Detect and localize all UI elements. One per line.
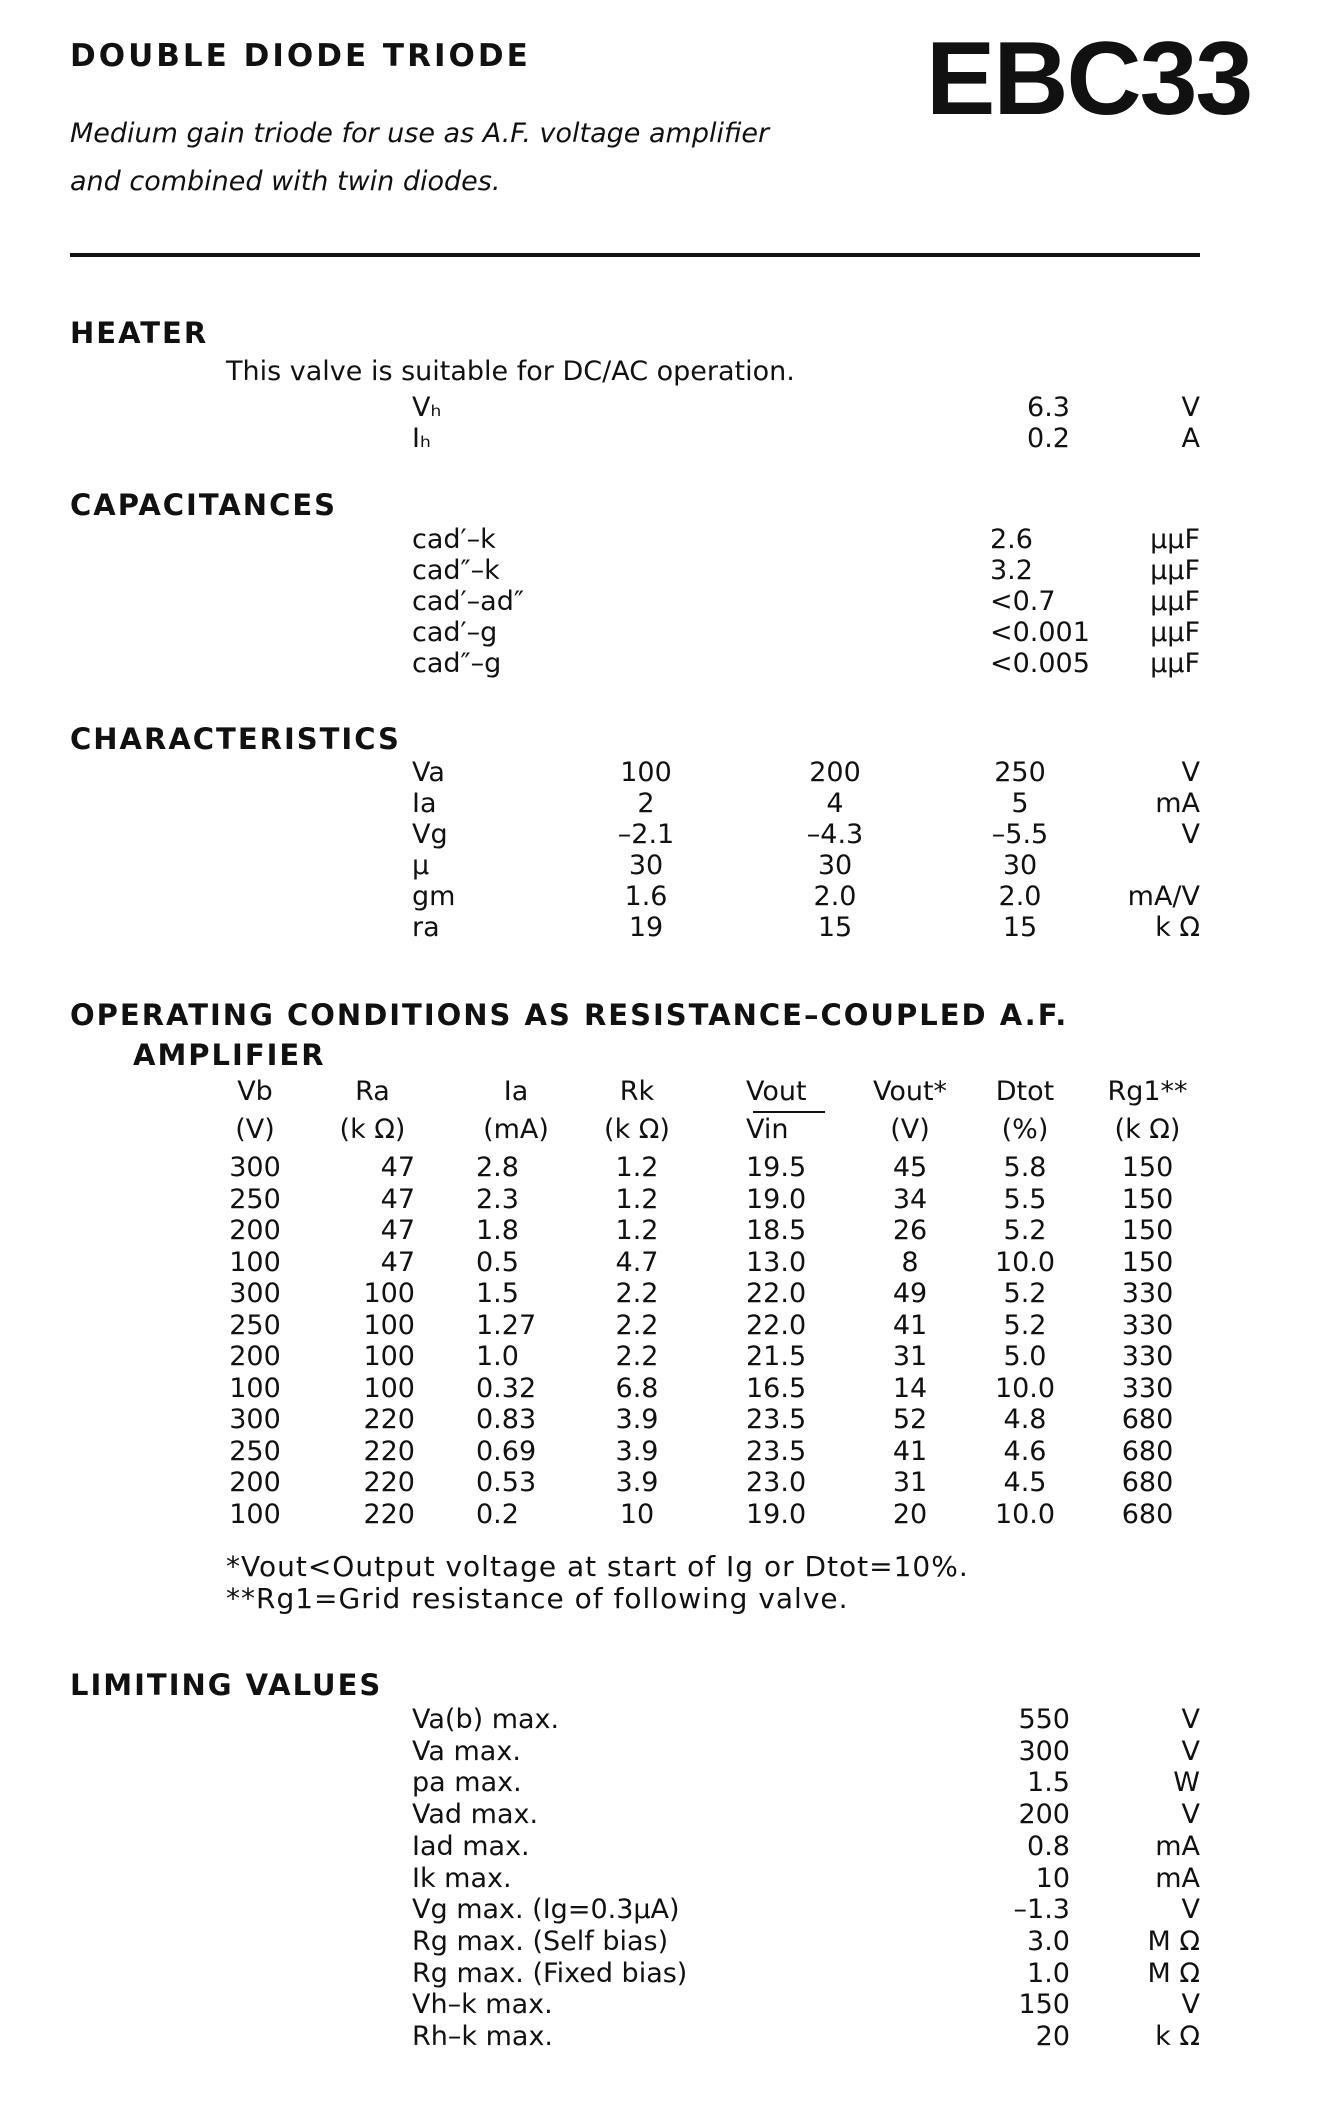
table-cell: 2.2 [615, 1309, 659, 1341]
table-cell: 5.0 [1003, 1341, 1047, 1372]
column-header-vin: Vin [746, 1114, 789, 1145]
column-unit: (V) [235, 1114, 275, 1145]
table-cell: 220 [363, 1404, 415, 1435]
characteristic-value-1: 19 [628, 912, 664, 943]
limiting-heading: LIMITING VALUES [70, 1668, 383, 1702]
characteristic-value-1: 100 [620, 757, 672, 788]
table-cell: 0.69 [476, 1435, 537, 1467]
table-cell: 18.5 [746, 1215, 807, 1246]
limiting-parameter: Va max. [412, 1735, 521, 1767]
table-cell: 47 [380, 1246, 415, 1278]
column-header: Rg1** [1107, 1076, 1188, 1107]
table-cell: 5.2 [1003, 1278, 1047, 1309]
table-cell: 200 [229, 1341, 281, 1372]
table-cell: 200 [229, 1467, 281, 1498]
characteristic-value-1: –2.1 [617, 819, 675, 850]
table-cell: 22.0 [746, 1309, 807, 1341]
table-cell: 100 [363, 1341, 415, 1372]
limiting-value: 10 [1035, 1862, 1070, 1894]
vout-vin-fraction-bar [753, 1111, 825, 1113]
table-cell: 47 [380, 1215, 415, 1246]
limiting-value: 0.8 [1027, 1830, 1070, 1862]
characteristic-symbol: Vg [412, 819, 448, 850]
table-cell: 0.53 [476, 1467, 537, 1498]
characteristic-value-2: 2.0 [813, 881, 857, 912]
characteristic-symbol: μ [412, 850, 430, 881]
table-cell: 1.5 [476, 1278, 519, 1309]
table-cell: 3.9 [615, 1435, 659, 1467]
characteristic-unit: mA [1155, 788, 1200, 819]
table-cell: 250 [229, 1309, 281, 1341]
heater-value: 0.2 [1027, 423, 1070, 454]
table-cell: 31 [892, 1341, 928, 1372]
table-cell: 1.2 [615, 1215, 659, 1246]
description-line-2: and combined with twin diodes. [70, 166, 501, 197]
table-cell: 19.5 [746, 1152, 807, 1183]
limiting-value: 150 [1018, 1989, 1070, 2021]
description-line-1: Medium gain triode for use as A.F. voltage amplifier [70, 118, 770, 149]
table-cell: 21.5 [746, 1341, 807, 1372]
capacitance-symbol: cad′–k [412, 524, 496, 555]
characteristic-unit: V [1181, 757, 1200, 788]
capacitance-unit: μμF [1150, 617, 1200, 648]
table-cell: 330 [1121, 1309, 1174, 1341]
table-cell: 2.8 [476, 1152, 519, 1183]
capacitance-value: 2.6 [990, 524, 1033, 555]
table-cell: 52 [892, 1404, 928, 1435]
table-cell: 5.2 [1003, 1309, 1047, 1341]
limiting-value: 1.5 [1027, 1767, 1070, 1799]
table-cell: 34 [892, 1183, 928, 1215]
limiting-value: 200 [1018, 1799, 1070, 1831]
characteristic-value-2: 200 [809, 757, 861, 788]
table-cell: 680 [1121, 1467, 1174, 1498]
column-unit: (k Ω) [339, 1114, 406, 1145]
footnote-vout: *Vout<Output voltage at start of Ig or Dtot=10%. [226, 1550, 969, 1583]
table-cell: 300 [229, 1404, 281, 1435]
table-cell: 300 [229, 1278, 281, 1309]
limiting-unit: M Ω [1147, 1957, 1200, 1989]
table-cell: 49 [892, 1278, 928, 1309]
column-header: Rk [619, 1076, 655, 1107]
limiting-unit: M Ω [1147, 1925, 1200, 1957]
table-cell: 150 [1121, 1246, 1174, 1278]
capacitance-unit: μμF [1150, 555, 1200, 586]
heater-unit: A [1181, 423, 1200, 454]
limiting-unit: V [1181, 1799, 1200, 1831]
column-unit: (k Ω) [1114, 1114, 1181, 1145]
table-cell: 0.5 [476, 1246, 519, 1278]
column-unit: (mA) [483, 1114, 549, 1145]
table-cell: 19.0 [746, 1498, 807, 1530]
table-cell: 150 [1121, 1183, 1174, 1215]
limiting-unit: mA [1155, 1830, 1200, 1862]
limiting-unit: V [1181, 1989, 1200, 2021]
table-cell: 23.0 [746, 1467, 807, 1498]
table-cell: 1.2 [615, 1183, 659, 1215]
table-cell: 250 [229, 1435, 281, 1467]
table-cell: 680 [1121, 1404, 1174, 1435]
table-cell: 330 [1121, 1278, 1174, 1309]
table-cell: 4.6 [1003, 1435, 1047, 1467]
model-number: EBC33 [926, 21, 1252, 137]
limiting-value: 20 [1035, 2021, 1070, 2052]
capacitances-heading: CAPACITANCES [70, 488, 338, 522]
table-cell: 19.0 [746, 1183, 807, 1215]
column-header: Vb [237, 1076, 273, 1107]
table-cell: 200 [229, 1215, 281, 1246]
table-cell: 5.5 [1003, 1183, 1047, 1215]
characteristic-symbol: gm [412, 881, 456, 912]
table-cell: 1.27 [476, 1309, 537, 1341]
limiting-value: 1.0 [1027, 1957, 1070, 1989]
limiting-unit: k Ω [1155, 2021, 1200, 2052]
capacitance-value: 3.2 [990, 555, 1033, 586]
characteristic-value-3: 250 [994, 757, 1046, 788]
table-cell: 5.8 [1003, 1152, 1047, 1183]
table-cell: 5.2 [1003, 1215, 1047, 1246]
characteristic-value-3: 5 [1011, 788, 1029, 819]
characteristic-value-2: –4.3 [806, 819, 864, 850]
column-header: Vout [746, 1076, 807, 1107]
table-cell: 22.0 [746, 1278, 807, 1309]
limiting-parameter: Vad max. [412, 1799, 539, 1831]
capacitance-unit: μμF [1150, 648, 1200, 679]
heater-unit: V [1181, 392, 1200, 423]
limiting-unit: V [1181, 1735, 1200, 1767]
capacitance-unit: μμF [1150, 586, 1200, 617]
table-cell: 41 [892, 1309, 928, 1341]
table-cell: 100 [229, 1246, 281, 1278]
table-cell: 680 [1121, 1498, 1174, 1530]
capacitance-value: <0.005 [990, 648, 1090, 679]
limiting-parameter: Rh–k max. [412, 2021, 553, 2052]
table-cell: 1.2 [615, 1152, 659, 1183]
heater-value: 6.3 [1027, 392, 1070, 423]
table-cell: 100 [363, 1278, 415, 1309]
table-cell: 1.0 [476, 1341, 519, 1372]
heater-note: This valve is suitable for DC/AC operation. [226, 356, 795, 387]
table-cell: 100 [229, 1372, 281, 1404]
heater-heading: HEATER [70, 316, 209, 350]
limiting-parameter: pa max. [412, 1767, 522, 1799]
limiting-parameter: Vg max. (Ig=0.3μA) [412, 1894, 680, 1926]
table-cell: 150 [1121, 1215, 1174, 1246]
characteristic-symbol: Va [412, 757, 445, 788]
limiting-parameter: Va(b) max. [412, 1704, 560, 1735]
table-cell: 250 [229, 1183, 281, 1215]
characteristic-unit: mA/V [1127, 881, 1200, 912]
column-unit: (V) [890, 1114, 930, 1145]
table-cell: 220 [363, 1467, 415, 1498]
table-cell: 330 [1121, 1372, 1174, 1404]
column-unit: (%) [1001, 1114, 1049, 1145]
table-cell: 100 [363, 1309, 415, 1341]
column-header: Ia [503, 1076, 529, 1107]
table-cell: 3.9 [615, 1404, 659, 1435]
column-unit: (k Ω) [604, 1114, 670, 1145]
table-cell: 2.2 [615, 1278, 659, 1309]
table-cell: 680 [1121, 1435, 1174, 1467]
column-header: Dtot [995, 1076, 1055, 1107]
table-cell: 150 [1121, 1152, 1174, 1183]
capacitance-unit: μμF [1150, 524, 1200, 555]
capacitance-symbol: cad′–ad″ [412, 586, 524, 617]
table-cell: 16.5 [746, 1372, 807, 1404]
limiting-value: –1.3 [1013, 1894, 1070, 1926]
table-cell: 10.0 [994, 1372, 1056, 1404]
capacitance-value: <0.001 [990, 617, 1090, 648]
table-cell: 4.7 [615, 1246, 659, 1278]
characteristic-value-1: 1.6 [624, 881, 668, 912]
limiting-parameter: Vh–k max. [412, 1989, 553, 2021]
column-header: Vout* [872, 1076, 948, 1107]
table-cell: 0.32 [476, 1372, 537, 1404]
capacitance-symbol: cad″–g [412, 648, 502, 679]
header-rule [70, 253, 1200, 257]
characteristic-value-1: 30 [628, 850, 664, 881]
table-cell: 220 [363, 1435, 415, 1467]
limiting-value: 300 [1018, 1735, 1070, 1767]
table-cell: 47 [380, 1183, 415, 1215]
limiting-unit: V [1181, 1894, 1200, 1926]
limiting-unit: mA [1155, 1862, 1200, 1894]
operating-heading-line-1: OPERATING CONDITIONS AS RESISTANCE–COUPLED A.F. [70, 998, 1069, 1032]
table-cell: 45 [892, 1152, 928, 1183]
limiting-value: 3.0 [1027, 1925, 1070, 1957]
table-cell: 6.8 [615, 1372, 659, 1404]
characteristic-unit: k Ω [1155, 912, 1200, 943]
capacitance-symbol: cad″–k [412, 555, 500, 586]
limiting-parameter: Rg max. (Fixed bias) [412, 1957, 688, 1989]
capacitance-value: <0.7 [990, 586, 1056, 617]
characteristic-symbol: Ia [412, 788, 437, 819]
operating-heading-line-2: AMPLIFIER [133, 1038, 326, 1072]
table-cell: 14 [892, 1372, 928, 1404]
characteristic-value-1: 2 [637, 788, 655, 819]
table-cell: 1.8 [476, 1215, 519, 1246]
table-cell: 47 [380, 1152, 415, 1183]
limiting-parameter: Iad max. [412, 1830, 530, 1862]
characteristic-value-3: 15 [1002, 912, 1038, 943]
table-cell: 10.0 [994, 1246, 1056, 1278]
limiting-value: 550 [1018, 1704, 1070, 1735]
table-cell: 220 [363, 1498, 415, 1530]
table-cell: 23.5 [746, 1435, 807, 1467]
footnote-rg1: **Rg1=Grid resistance of following valve. [226, 1582, 849, 1615]
limiting-parameter: Ik max. [412, 1862, 512, 1894]
table-cell: 10 [619, 1498, 655, 1530]
characteristic-value-2: 30 [817, 850, 853, 881]
capacitance-symbol: cad′–g [412, 617, 498, 648]
table-cell: 41 [892, 1435, 928, 1467]
heater-symbol: Iₕ [412, 423, 431, 454]
table-cell: 4.5 [1003, 1467, 1047, 1498]
limiting-unit: W [1173, 1767, 1200, 1799]
table-cell: 10.0 [994, 1498, 1056, 1530]
table-cell: 23.5 [746, 1404, 807, 1435]
table-cell: 26 [892, 1215, 928, 1246]
characteristic-value-3: 30 [1002, 850, 1038, 881]
table-cell: 100 [363, 1372, 415, 1404]
table-cell: 3.9 [615, 1467, 659, 1498]
limiting-unit: V [1181, 1704, 1200, 1735]
characteristic-value-3: 2.0 [998, 881, 1042, 912]
table-cell: 31 [892, 1467, 928, 1498]
column-header: Ra [355, 1076, 390, 1107]
table-cell: 330 [1121, 1341, 1174, 1372]
heater-symbol: Vₕ [412, 392, 442, 423]
table-cell: 100 [229, 1498, 281, 1530]
characteristic-value-2: 15 [817, 912, 853, 943]
page-title: DOUBLE DIODE TRIODE [70, 38, 531, 74]
table-cell: 0.83 [476, 1404, 537, 1435]
table-cell: 300 [229, 1152, 281, 1183]
characteristic-symbol: ra [412, 912, 440, 943]
table-cell: 0.2 [476, 1498, 519, 1530]
characteristics-heading: CHARACTERISTICS [70, 722, 401, 756]
characteristic-value-2: 4 [826, 788, 844, 819]
characteristic-unit: V [1181, 819, 1200, 850]
table-cell: 2.2 [615, 1341, 659, 1372]
table-cell: 13.0 [746, 1246, 807, 1278]
table-cell: 2.3 [476, 1183, 519, 1215]
limiting-parameter: Rg max. (Self bias) [412, 1925, 669, 1957]
characteristic-value-3: –5.5 [991, 819, 1049, 850]
table-cell: 4.8 [1003, 1404, 1047, 1435]
table-cell: 8 [901, 1246, 919, 1278]
table-cell: 20 [892, 1498, 928, 1530]
